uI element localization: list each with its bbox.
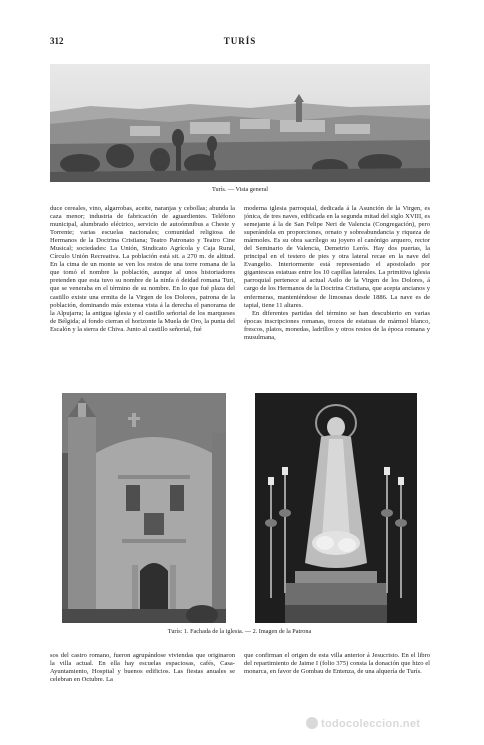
- page-header: [50, 36, 430, 48]
- watermark-logo-icon: [306, 717, 318, 729]
- church-facade-illustration: [62, 393, 226, 623]
- paragraph: moderna iglesia parroquial, dedicada á la Asunción de la Virgen, es jónica, de tres naves, edificada en la segunda mitad del siglo XVIII, es semejante á la de San Felipe Neri de Valencia (Congregación), pero superándola en proporciones, ornato y sobreabundancia y riqueza de mármoles. Es su obra sacrílego su joyero el canónigo arquero, rector del Seminario de Valencia, Demetrio Lerós. Hay dos puertas, la principal en el testero de pies y otra lateral recae en la nave del Evangelio. Interiormente está representado el apostolado por gigantescas estatuas entre los 10 capillas laterales. La primitiva iglesia parroquial pertenece al actual Asilo de la Virgen de los Dolores, á cargo de los Hermanos de la Doctrina Cristiana, que acepta ancianos y enfermeras, manteniéndose de limosnas desde 1886. La nave es de tapial, tiene 11 altares.: [244, 205, 430, 309]
- photo-fachada-iglesia: [62, 393, 226, 623]
- page-number: 312: [50, 36, 64, 46]
- caption-vista-general: Turís. — Vista general: [211, 186, 268, 193]
- caption-fachada-patrona: Turís: 1. Fachada de la iglesia. — 2. Imagen de la Patrona: [167, 628, 312, 635]
- town-panorama-illustration: [50, 64, 430, 182]
- text-column-right-upper: [244, 205, 430, 385]
- watermark: [306, 717, 456, 733]
- page-title: TURÍS: [223, 36, 257, 46]
- paragraph: En diferentes partidas del término se han descubierto en varias épocas inscripciones romanas, trozos de estatuas de mármol blanco, frescos, platos, monedas, ladrillos y otros restos de la época romana y musulmana,: [244, 309, 430, 341]
- text-column-left-lower: [50, 652, 235, 702]
- paragraph: sos del castro romano, fueron agrupándose viviendas que originaron la villa actual. En ella hay escuelas espaciosas, cafés, Casa-Ayuntamiento, Hospital y buenos edificios. Las fiestas anuales se celebran en Octubre. La: [50, 652, 235, 684]
- watermark-text: todocoleccion.net: [321, 718, 421, 730]
- paragraph: que confirman el origen de esta villa anterior á Jesucristo. En el libro del repartimiento de Jaime I (folio 375) consta la donación que hizo el monarca, en favor de Gombau de Entenza, de una alquería de Turís.: [244, 652, 430, 676]
- paragraph: duce cereales, vino, algarrobas, aceite, naranjas y cebollas; abunda la caza menor; industria de fabricación de aguardientes. Teléfono municipal, alumbrado eléctrico, servicio de autoómnibus a Cheste y Torrente; varias escuelas nacionales; comunidad religiosa de Hermanos de la Doctrina Cristiana; Teatro Patronato y Teatro Cine Musical; sociedades: La Unión, Sindicato Agrícola y Caja Rural, Círculo Unión Recreativa. La población está sit. a 270 m. de altitud. En la cima de un monte se ven los restos de una torre romana de la que tomó el nombre la población, aunque al unos historiadores pretenden que esta tuvo su nombre de la ninfa ó deidad romana Turi, que se veneraba en el término de su nombre. En lo que fué plaza del castillo existe una ermita de la Virgen de los Dolores, patrona de la población, dominando más extensa vista á la derecha el panorama de la Alpujarra; la antigua iglesia y el castillo señorial de los marqueses de Bélgida; al fondo cierran el horizonte la Muela de Oro, la punta del Escalón y la sierra de Chiva. Junto al castillo señorial, fué: [50, 205, 235, 333]
- patroness-statue-illustration: [255, 393, 417, 623]
- text-column-left-upper: [50, 205, 235, 365]
- photo-vista-general: [50, 64, 430, 182]
- text-column-right-lower: [244, 652, 430, 702]
- photo-imagen-patrona: [255, 393, 417, 623]
